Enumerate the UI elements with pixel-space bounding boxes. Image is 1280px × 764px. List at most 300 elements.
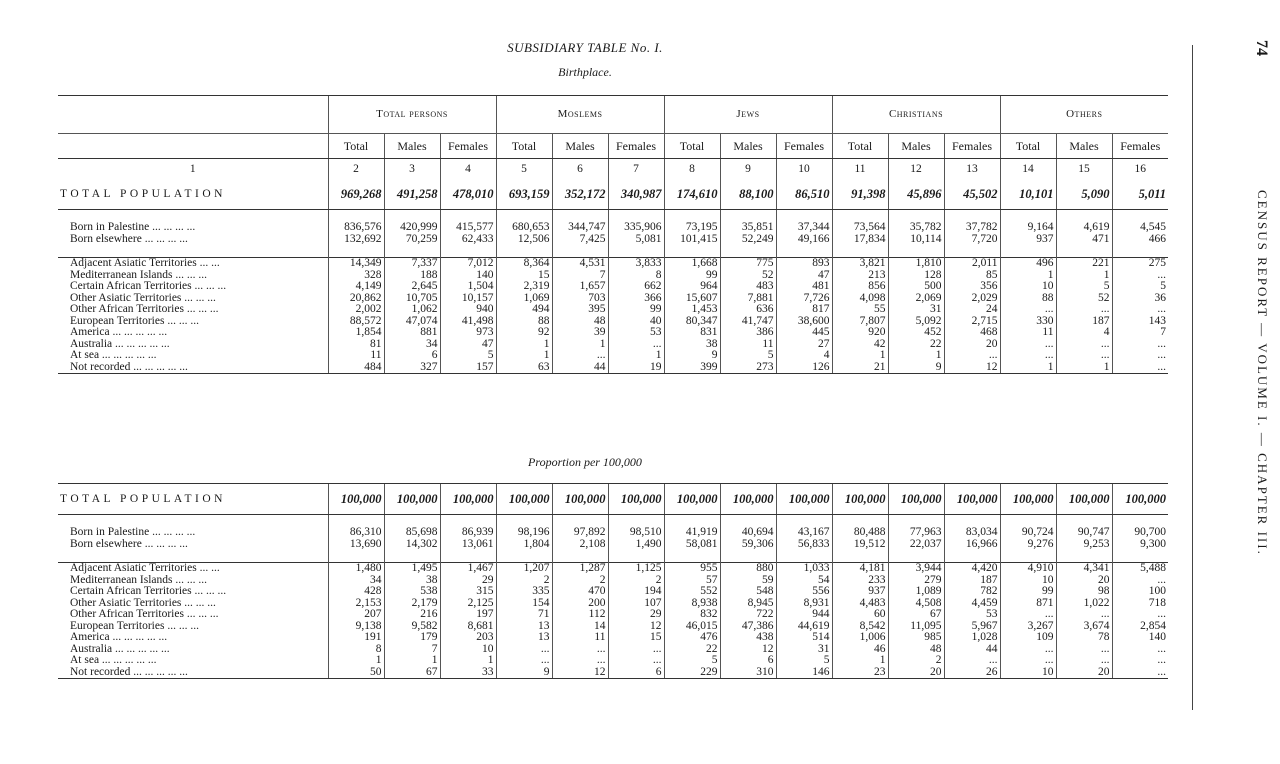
table-cell: 53: [608, 327, 664, 339]
table-cell: 38: [664, 339, 720, 351]
table-cell: 310: [720, 667, 776, 679]
table-cell: 112: [552, 609, 608, 621]
running-head: [1244, 40, 1274, 560]
spacer-cell: [720, 515, 776, 528]
table-cell: 9,138: [328, 621, 384, 633]
table-cell: ...: [552, 655, 608, 667]
table-cell: ...: [1000, 609, 1056, 621]
table-cell: 132,692: [328, 234, 384, 246]
spacer-cell: [776, 210, 832, 223]
table-cell: 5,092: [888, 316, 944, 328]
table-cell: 5: [1112, 281, 1168, 293]
spacer-cell: [1112, 550, 1168, 563]
spacer-cell: [888, 550, 944, 563]
spacer-cell: [776, 515, 832, 528]
table-cell: 8,542: [832, 621, 888, 633]
table-cell: 5,488: [1112, 563, 1168, 575]
table-cell: ...: [1112, 609, 1168, 621]
table-cell: 1,062: [384, 304, 440, 316]
table-cell: 15: [496, 270, 552, 282]
table-cell: 7,425: [552, 234, 608, 246]
spacer-cell: [1000, 210, 1056, 223]
table-cell: 4,149: [328, 281, 384, 293]
table-cell: 229: [664, 667, 720, 679]
table-cell: 27: [776, 339, 832, 351]
birthplace-row: [58, 234, 1168, 246]
table-cell: 6: [608, 667, 664, 679]
table-cell: 395: [552, 304, 608, 316]
table-cell: 880: [720, 563, 776, 575]
spacer-cell: [608, 550, 664, 563]
spacer-cell: [384, 210, 440, 223]
spacer-cell: [608, 210, 664, 223]
table-cell: 4,181: [832, 563, 888, 575]
spacer-cell: [58, 210, 328, 223]
spacer-cell: [776, 550, 832, 563]
table-cell: 2,319: [496, 281, 552, 293]
table-cell: 14: [552, 621, 608, 633]
table-cell: 98: [1056, 586, 1112, 598]
table-cell: 43,167: [776, 527, 832, 539]
table-cell: 48: [888, 644, 944, 656]
column-index: 10: [776, 159, 832, 180]
table-cell: 3,674: [1056, 621, 1112, 633]
table-cell: 109: [1000, 632, 1056, 644]
table-cell: 37,782: [944, 222, 1000, 234]
column-index: 1: [189, 162, 196, 175]
table-cell: 8,938: [664, 598, 720, 610]
table-cell: 2,179: [384, 598, 440, 610]
table-cell: 8: [608, 270, 664, 282]
table-cell: 100,000: [496, 484, 552, 515]
table-cell: ...: [552, 644, 608, 656]
table-cell: ...: [1056, 304, 1112, 316]
table-cell: 99: [664, 270, 720, 282]
table-cell: 97,892: [552, 527, 608, 539]
table-cell: 36: [1112, 293, 1168, 305]
table-cell: 964: [664, 281, 720, 293]
table-cell: 85,698: [384, 527, 440, 539]
table-cell: 41,498: [440, 316, 496, 328]
table-cell: 73,564: [832, 222, 888, 234]
table-cell: 22,037: [888, 539, 944, 551]
spacer-cell: [832, 550, 888, 563]
column-index-row: [58, 159, 1168, 180]
table-cell: ...: [1112, 339, 1168, 351]
table-cell: 496: [1000, 258, 1056, 270]
table-cell: 52: [720, 270, 776, 282]
table-cell: 14,349: [328, 258, 384, 270]
table-cell: 4,508: [888, 598, 944, 610]
territory-row: [58, 632, 1168, 644]
table-cell: 47: [776, 270, 832, 282]
table-cell: 15: [608, 632, 664, 644]
table-cell: 5: [776, 655, 832, 667]
table-cell: 37,344: [776, 222, 832, 234]
table-cell: 985: [888, 632, 944, 644]
table-cell: 1,207: [496, 563, 552, 575]
table-cell: 344,747: [552, 222, 608, 234]
table-cell: 100,000: [384, 484, 440, 515]
table-cell: 7,720: [944, 234, 1000, 246]
table-cell: 9,253: [1056, 539, 1112, 551]
table-cell: 2,069: [888, 293, 944, 305]
table-cell: 3,944: [888, 563, 944, 575]
table-cell: 1: [832, 655, 888, 667]
table-cell: 817: [776, 304, 832, 316]
table-cell: 940: [440, 304, 496, 316]
table-cell: 10,114: [888, 234, 944, 246]
spacer-row: [58, 245, 1168, 258]
table-cell: 143: [1112, 316, 1168, 328]
territory-row: [58, 281, 1168, 293]
table-cell: 81: [328, 339, 384, 351]
table-cell: ...: [1112, 362, 1168, 374]
row-label: America ... ... ... ... ...: [70, 327, 168, 338]
table-cell: 187: [944, 575, 1000, 587]
row-label: Not recorded ... ... ... ... ...: [58, 362, 328, 374]
table-cell: 59,306: [720, 539, 776, 551]
table-cell: 12,506: [496, 234, 552, 246]
table-cell: 8,364: [496, 258, 552, 270]
table-cell: 90,724: [1000, 527, 1056, 539]
table-cell: 9,300: [1112, 539, 1168, 551]
table-cell: 9: [888, 362, 944, 374]
table-cell: 16,966: [944, 539, 1000, 551]
table-cell: 662: [608, 281, 664, 293]
table-cell: 1,069: [496, 293, 552, 305]
table-cell: 57: [664, 575, 720, 587]
table-cell: 478,010: [440, 179, 496, 210]
total-population-row: [58, 179, 1168, 210]
subheader-row: [58, 134, 1168, 159]
table-cell: 50: [328, 667, 384, 679]
table-cell: 20,862: [328, 293, 384, 305]
spacer-row: [58, 515, 1168, 528]
table-cell: 31: [776, 644, 832, 656]
table-cell: 2,645: [384, 281, 440, 293]
spacer-cell: [664, 515, 720, 528]
row-label: Australia ... ... ... ... ...: [70, 643, 170, 655]
territory-row: [58, 316, 1168, 328]
table-cell: 29: [440, 575, 496, 587]
table-cell: 101,415: [664, 234, 720, 246]
territory-row: [58, 339, 1168, 351]
territory-row: [58, 270, 1168, 282]
table-cell: 56,833: [776, 539, 832, 551]
table-cell: ...: [1112, 304, 1168, 316]
page-number: 74: [1253, 40, 1270, 56]
table-cell: 2,715: [944, 316, 1000, 328]
table-cell: 60: [832, 609, 888, 621]
spacer-cell: [384, 515, 440, 528]
table-cell: 4,910: [1000, 563, 1056, 575]
table-cell: 40: [608, 316, 664, 328]
spacer-cell: [552, 515, 608, 528]
table-cell: 2,125: [440, 598, 496, 610]
table-cell: 99: [608, 304, 664, 316]
row-label: Adjacent Asiatic Territories ... ...: [70, 563, 220, 574]
spacer-cell: [496, 245, 552, 258]
table-cell: 445: [776, 327, 832, 339]
table-cell: 46,015: [664, 621, 720, 633]
table-cell: 100,000: [888, 484, 944, 515]
spacer-cell: [832, 210, 888, 223]
table-cell: ...: [1000, 304, 1056, 316]
table-cell: ...: [496, 644, 552, 656]
table-cell: 494: [496, 304, 552, 316]
row-label: Certain African Territories ... ... ...: [70, 281, 227, 292]
table-cell: 80,488: [832, 527, 888, 539]
row-label: Other Asiatic Territories ... ... ...: [70, 292, 216, 304]
table-cell: 1,028: [944, 632, 1000, 644]
table-cell: 438: [720, 632, 776, 644]
table-cell: 91,398: [832, 179, 888, 210]
table-cell: 20: [944, 339, 1000, 351]
table-cell: 476: [664, 632, 720, 644]
territory-row: [58, 575, 1168, 587]
subheader-cell: Males: [720, 134, 776, 159]
table-cell: 140: [1112, 632, 1168, 644]
table-cell: 88: [1000, 293, 1056, 305]
row-label: At sea ... ... ... ... ...: [70, 655, 157, 666]
table-cell: 1,006: [832, 632, 888, 644]
table-cell: 7,012: [440, 258, 496, 270]
table-cell: 871: [1000, 598, 1056, 610]
column-index: 16: [1112, 159, 1168, 180]
table-cell: 88,572: [328, 316, 384, 328]
table-cell: 83,034: [944, 527, 1000, 539]
table-cell: 21: [832, 362, 888, 374]
table-cell: 13,061: [440, 539, 496, 551]
row-label: TOTAL POPULATION: [58, 484, 328, 515]
table-cell: 207: [328, 609, 384, 621]
row-label: Mediterranean Islands ... ... ...: [70, 269, 208, 281]
table-cell: 1: [328, 655, 384, 667]
table-cell: 335,906: [608, 222, 664, 234]
table-cell: 98,510: [608, 527, 664, 539]
table-cell: 12: [944, 362, 1000, 374]
territory-row: [58, 350, 1168, 362]
territory-row: [58, 644, 1168, 656]
spacer-cell: [664, 210, 720, 223]
table-cell: 47: [440, 339, 496, 351]
spacer-row: [58, 550, 1168, 563]
spacer-cell: [1000, 550, 1056, 563]
territory-row: [58, 667, 1168, 679]
spacer-cell: [608, 515, 664, 528]
table-cell: 1,854: [328, 327, 384, 339]
table-cell: 415,577: [440, 222, 496, 234]
table-cell: ...: [1112, 644, 1168, 656]
column-index: 11: [832, 159, 888, 180]
table-cell: 8: [328, 644, 384, 656]
table-cell: 680,653: [496, 222, 552, 234]
territory-row: [58, 586, 1168, 598]
table-cell: 1,287: [552, 563, 608, 575]
table-cell: 831: [664, 327, 720, 339]
spacer-cell: [664, 245, 720, 258]
table-cell: 11: [552, 632, 608, 644]
table-cell: 352,172: [552, 179, 608, 210]
spacer-cell: [328, 550, 384, 563]
column-index: 7: [608, 159, 664, 180]
table-cell: 23: [832, 667, 888, 679]
group-header: Others: [1000, 96, 1168, 134]
table-cell: 491,258: [384, 179, 440, 210]
table-cell: 194: [608, 586, 664, 598]
table-cell: 973: [440, 327, 496, 339]
table-cell: 12: [552, 667, 608, 679]
spacer-cell: [888, 210, 944, 223]
spacer-cell: [328, 515, 384, 528]
table-cell: 273: [720, 362, 776, 374]
spacer-cell: [888, 245, 944, 258]
table-cell: 216: [384, 609, 440, 621]
birthplace-table: [58, 95, 1168, 374]
table-cell: 4,098: [832, 293, 888, 305]
table-cell: 1: [888, 350, 944, 362]
column-index: 13: [944, 159, 1000, 180]
table-cell: 4,619: [1056, 222, 1112, 234]
territory-row: [58, 304, 1168, 316]
territory-row: [58, 598, 1168, 610]
table-cell: ...: [1000, 644, 1056, 656]
table-cell: 100,000: [440, 484, 496, 515]
table-cell: 1,033: [776, 563, 832, 575]
table-cell: 14,302: [384, 539, 440, 551]
table-cell: ...: [1056, 339, 1112, 351]
territory-row: [58, 258, 1168, 270]
table-cell: 13: [496, 621, 552, 633]
table-cell: 481: [776, 281, 832, 293]
table-cell: 41,919: [664, 527, 720, 539]
subheader-cell: Males: [552, 134, 608, 159]
subheader-cell: Total: [1000, 134, 1056, 159]
table-cell: 187: [1056, 316, 1112, 328]
spacer-cell: [384, 245, 440, 258]
table-cell: 428: [328, 586, 384, 598]
table-cell: 73,195: [664, 222, 720, 234]
table-cell: 693,159: [496, 179, 552, 210]
table-cell: 88: [496, 316, 552, 328]
table-cell: ...: [1000, 350, 1056, 362]
table-cell: 1,453: [664, 304, 720, 316]
spacer-cell: [776, 245, 832, 258]
table-cell: 4,545: [1112, 222, 1168, 234]
table-cell: 330: [1000, 316, 1056, 328]
table-cell: 20: [1056, 575, 1112, 587]
table-cell: 466: [1112, 234, 1168, 246]
table-cell: 2,029: [944, 293, 1000, 305]
subheader-blank: [58, 134, 328, 159]
spacer-cell: [440, 245, 496, 258]
table-cell: 128: [888, 270, 944, 282]
table-cell: 41,747: [720, 316, 776, 328]
row-label: European Territories ... ... ...: [70, 315, 199, 327]
spacer-row: [58, 210, 1168, 223]
table-cell: 1: [1056, 270, 1112, 282]
table-cell: 1: [1000, 270, 1056, 282]
subheader-cell: Females: [944, 134, 1000, 159]
table-cell: ...: [1000, 339, 1056, 351]
table-cell: 9: [664, 350, 720, 362]
table-cell: 22: [664, 644, 720, 656]
spacer-cell: [552, 245, 608, 258]
table-cell: 1,657: [552, 281, 608, 293]
table-cell: 22: [888, 339, 944, 351]
table-cell: 20: [888, 667, 944, 679]
table-cell: 7,726: [776, 293, 832, 305]
table-cell: ...: [1056, 644, 1112, 656]
table-cell: 10: [440, 644, 496, 656]
table-cell: 98,196: [496, 527, 552, 539]
table-cell: 1,668: [664, 258, 720, 270]
table-cell: 140: [440, 270, 496, 282]
table-cell: 3,267: [1000, 621, 1056, 633]
table-cell: 31: [888, 304, 944, 316]
table-cell: 88,100: [720, 179, 776, 210]
table-cell: 52,249: [720, 234, 776, 246]
spacer-cell: [440, 515, 496, 528]
table-cell: 5,967: [944, 621, 1000, 633]
table-cell: 1: [1056, 362, 1112, 374]
table-cell: 188: [384, 270, 440, 282]
table-cell: 937: [832, 586, 888, 598]
table-cell: ...: [1000, 655, 1056, 667]
table-cell: 179: [384, 632, 440, 644]
table-cell: 52: [1056, 293, 1112, 305]
group-header: Jews: [664, 96, 832, 134]
table-cell: 1,125: [608, 563, 664, 575]
table-cell: 335: [496, 586, 552, 598]
table-cell: 8,681: [440, 621, 496, 633]
table-title: SUBSIDIARY TABLE No. I.: [507, 40, 663, 55]
table-cell: 40,694: [720, 527, 776, 539]
table-cell: 4,420: [944, 563, 1000, 575]
table-cell: 5: [1056, 281, 1112, 293]
table-cell: 2,153: [328, 598, 384, 610]
table-cell: 100,000: [328, 484, 384, 515]
territory-row: [58, 563, 1168, 575]
table-cell: 49,166: [776, 234, 832, 246]
table-cell: 47,386: [720, 621, 776, 633]
subheader-cell: Males: [384, 134, 440, 159]
spacer-cell: [440, 550, 496, 563]
table-cell: 154: [496, 598, 552, 610]
table-cell: 233: [832, 575, 888, 587]
table-cell: 34: [384, 339, 440, 351]
table-cell: 327: [384, 362, 440, 374]
table-cell: 470: [552, 586, 608, 598]
table-cell: 26: [944, 667, 1000, 679]
table-cell: 77,963: [888, 527, 944, 539]
table-cell: 67: [888, 609, 944, 621]
table-cell: 7: [552, 270, 608, 282]
table-cell: 157: [440, 362, 496, 374]
row-label: Adjacent Asiatic Territories ... ...: [70, 258, 220, 269]
table-cell: 9: [496, 667, 552, 679]
spacer-cell: [1056, 515, 1112, 528]
table-cell: 1: [832, 350, 888, 362]
table-cell: 10: [1000, 281, 1056, 293]
table-cell: 100,000: [720, 484, 776, 515]
row-label: Mediterranean Islands ... ... ...: [70, 574, 208, 586]
spacer-cell: [1000, 245, 1056, 258]
column-index: 6: [552, 159, 608, 180]
table-cell: 5: [664, 655, 720, 667]
spacer-cell: [440, 210, 496, 223]
